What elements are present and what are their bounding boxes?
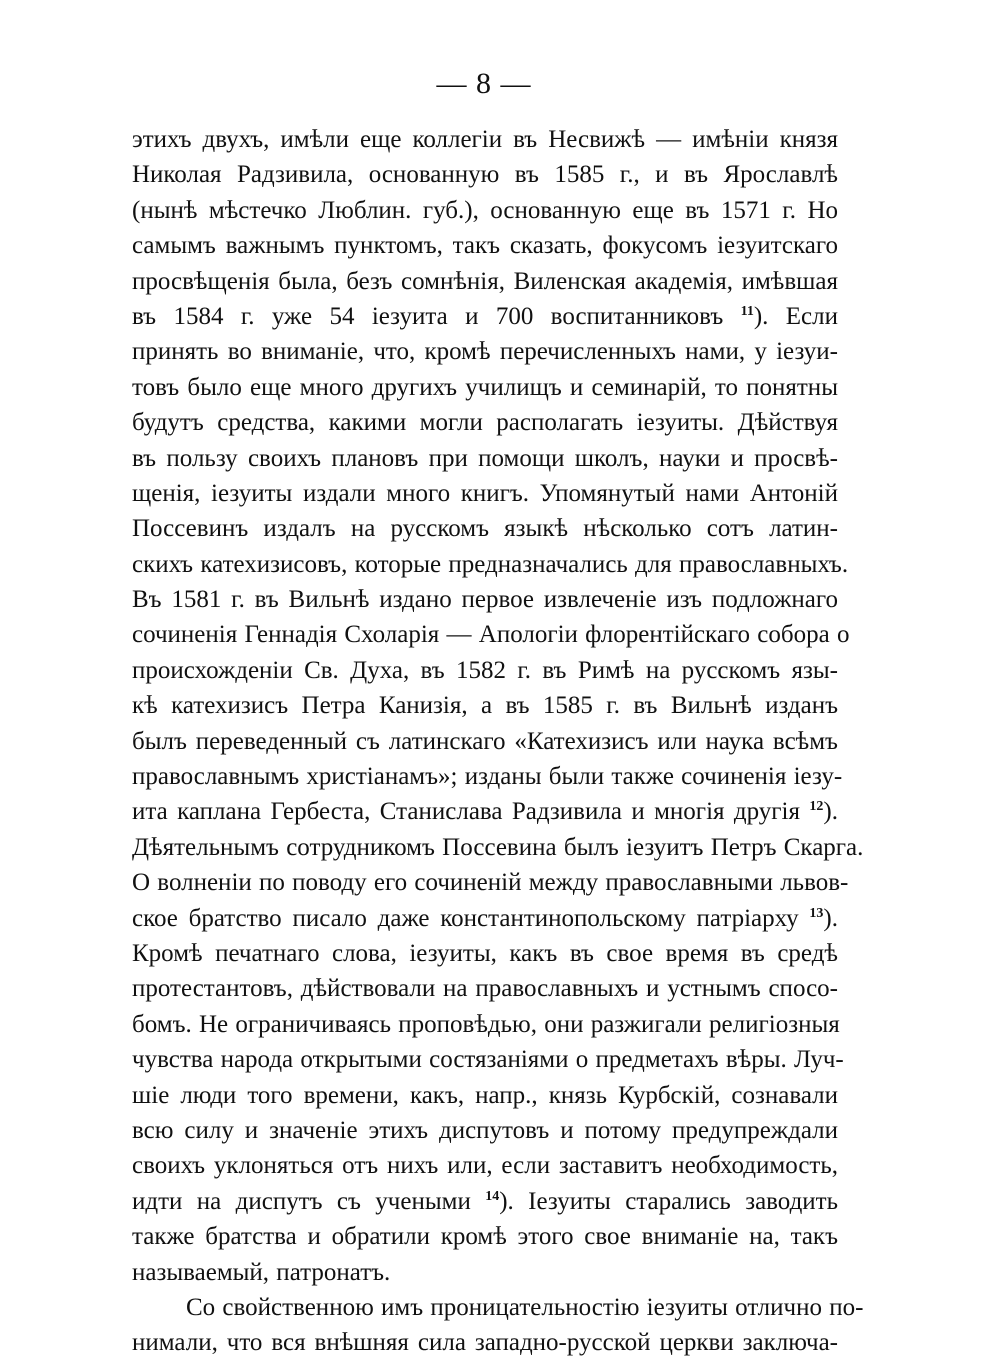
text-line [132,617,850,652]
text-line [132,1078,838,1113]
text-line [132,936,838,971]
text-segment: ). [823,798,838,826]
text-line [132,122,838,157]
text-line [132,1290,864,1325]
text-line [132,830,864,865]
text-line [132,865,849,900]
text-line [132,1148,838,1183]
text-segment: О волненіи по поводу его сочиненій между православными львов- [132,869,849,897]
text-line [132,1113,838,1148]
text-line [132,193,838,228]
text-segment: бомъ. Не ограничиваясь проповѣдью, они разжигали религіозныя [132,1010,840,1038]
text-segment: щенія, іезуиты издали много книгъ. Упомянутый нами Антоній [132,479,838,507]
text-segment: Со свойственною имъ проницательностію іезуиты отлично по- [186,1293,864,1321]
text-line [132,264,838,299]
text-line [132,441,838,476]
text-line [132,901,838,936]
text-segment: также братства и обратили кромѣ этого свое вниманіе на, такъ [132,1223,838,1251]
text-line [132,971,838,1006]
text-line [132,1042,844,1077]
text-segment: Кромѣ печатнаго слова, іезуиты, какъ въ свое время въ средѣ [132,939,838,967]
text-line [132,511,838,546]
text-segment: протестантовъ, дѣйствовали на православныхъ и устнымъ спосо- [132,975,838,1003]
page-number: — 8 — [436,67,532,100]
paragraph [132,122,864,1290]
text-segment: товъ было еще много другихъ училищъ и семинарій, то понятны [132,373,838,401]
text-segment: шіе люди того времени, какъ, напр., князь Курбскій, сознавали [132,1081,838,1109]
text-segment: кѣ катехизисъ Петра Канизія, а въ 1585 г. въ Вильнѣ изданъ [132,692,838,720]
text-line [132,547,849,582]
text-segment: (нынѣ мѣстечко Люблин. губ.), основанную еще въ 1571 г. Но [132,196,838,224]
footnote-ref: 14 [485,1188,500,1204]
text-segment: сочиненія Геннадія Схоларія — Апологіи флорентійскаго собора о [132,621,850,649]
text-line [132,1325,838,1360]
text-segment: ). Іезуиты старались заводить [499,1187,839,1215]
text-line [132,1007,838,1042]
footnote-ref: 11 [740,303,754,319]
text-segment: Поссевинъ издалъ на русскомъ языкѣ нѣсколько сотъ латин- [132,515,838,543]
text-segment: всю силу и значеніе этихъ диспутовъ и потому предупреждали [132,1116,838,1144]
text-line [132,582,838,617]
text-line [132,157,838,192]
text-segment: православнымъ христіанамъ»; изданы были также сочиненія іезу- [132,763,843,791]
text-segment: происхожденіи Св. Духа, въ 1582 г. въ Римѣ на русскомъ язы- [132,656,838,684]
body-text [132,122,864,1361]
footnote-ref: 13 [809,905,824,921]
text-segment: самымъ важнымъ пунктомъ, такъ сказать, фокусомъ іезуитскаго [132,232,838,260]
text-segment: называемый, патронатъ. [132,1258,391,1286]
text-line [132,653,838,688]
text-line [132,405,838,440]
text-segment: идти на диспутъ съ учеными [132,1187,486,1215]
text-line [132,370,838,405]
text-line [132,228,838,263]
text-segment: былъ переведенный съ латинскаго «Катехизисъ или наука всѣмъ [132,727,838,755]
text-segment: ). Если [753,302,839,330]
text-segment: въ пользу своихъ плановъ при помощи школъ, науки и просвѣ- [132,444,838,472]
text-segment: просвѣщенія была, безъ сомнѣнія, Виленская академія, имѣвшая [132,267,838,295]
text-segment: ита каплана Гербеста, Станислава Радзивила и многія другія [132,798,810,826]
text-line [132,334,838,369]
text-line [132,724,838,759]
text-line [132,1184,838,1219]
text-segment: Николая Радзивила, основанную въ 1585 г., и въ Ярославлѣ [132,161,838,189]
text-segment: принять во вниманіе, что, кромѣ перечисленныхъ нами, у іезуи- [132,338,838,366]
text-segment: въ 1584 г. уже 54 іезуита и 700 воспитанниковъ [132,302,741,330]
paragraph [132,1290,864,1361]
text-line [132,688,838,723]
text-line [132,299,838,334]
text-segment: нимали, что вся внѣшняя сила западно-русской церкви заключа- [132,1329,838,1357]
text-line [132,476,838,511]
text-line [132,1219,838,1254]
text-segment: ское братство писало даже константинопольскому патріарху [132,904,810,932]
text-line [132,794,838,829]
text-segment: Дѣятельнымъ сотрудникомъ Поссевина былъ іезуитъ Петръ Скарга. [132,833,864,861]
text-segment: этихъ двухъ, имѣли еще коллегіи въ Несвижѣ — имѣніи князя [132,126,838,153]
text-segment: чувства народа открытыми состязаніями о предметахъ вѣры. Луч- [132,1046,844,1074]
text-segment: своихъ уклоняться отъ нихъ или, если заставитъ необходимость, [132,1152,838,1180]
text-line [132,759,843,794]
text-segment: будутъ средства, какими могли располагать іезуиты. Дѣйствуя [132,409,838,437]
text-segment: Въ 1581 г. въ Вильнѣ издано первое извлеченіе изъ подложнаго [132,586,838,614]
text-line [132,1255,838,1290]
text-segment: ). [823,904,838,932]
footnote-ref: 12 [809,799,824,815]
text-segment: скихъ катехизисовъ, которые предназначались для православныхъ. [132,550,849,578]
